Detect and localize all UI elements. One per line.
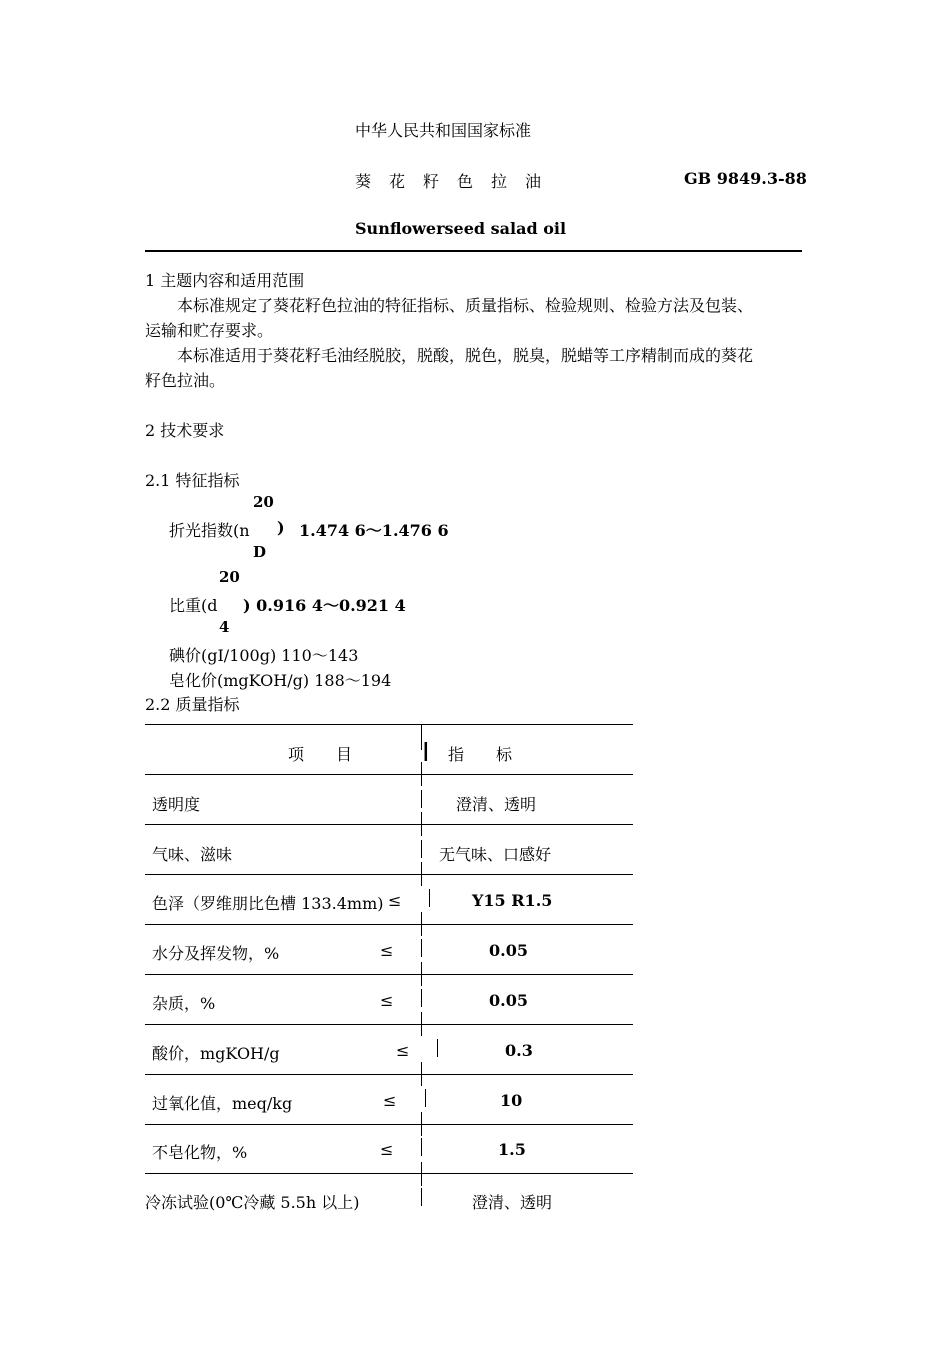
table-row-value: 1.5: [498, 1140, 526, 1159]
document-title-en: Sunflowerseed salad oil: [355, 219, 567, 238]
saponification-value: 皂化价(mgKOH/g) 188～194: [169, 671, 392, 690]
iodine-value: 碘价(gI/100g) 110～143: [169, 646, 359, 665]
document-title-cn: 葵 花 籽 色 拉 油: [355, 172, 543, 191]
table-rule: [437, 1039, 438, 1057]
table-rule: [421, 762, 422, 786]
table-rule: [145, 974, 633, 975]
less-equal-sign: ≤: [383, 1091, 397, 1110]
header-divider: [145, 250, 802, 252]
density-label: 比重(d: [169, 596, 218, 615]
section-1-para2-line1: 本标准适用于葵花籽毛油经脱胶，脱酸，脱色，脱臭，脱蜡等工序精制而成的葵花: [177, 346, 754, 365]
table-rule: [425, 1089, 426, 1107]
table-rule: [421, 812, 422, 836]
table-rule: [145, 774, 633, 775]
refractive-index-subscript: D: [253, 543, 267, 561]
density-value: ) 0.916 4～0.921 4: [243, 596, 406, 615]
section-1-para1-line1: 本标准规定了葵花籽色拉油的特征指标、质量指标、检验规则、检验方法及包装、: [177, 296, 754, 315]
table-row-value: 10: [500, 1091, 523, 1110]
table-rule: [145, 924, 633, 925]
refractive-index-value: 1.474 6～1.476 6: [299, 521, 449, 540]
refractive-index-label-text: 折光指数(n: [169, 521, 250, 540]
table-rule: [421, 1188, 422, 1206]
table-rule: [421, 790, 422, 808]
section-1-heading: 1 主题内容和适用范围: [145, 271, 305, 290]
table-row-item-text: 色泽（罗维朋比色槽 133.4mm): [152, 894, 384, 913]
table-row-item: 冷冻试验(0℃冷藏 5.5h 以上): [145, 1193, 360, 1212]
table-rule: [145, 1024, 633, 1025]
table-row-item: 过氧化值，meq/kg: [152, 1094, 293, 1113]
table-row-item-text: 酸价，mgKOH/g: [152, 1044, 280, 1063]
table-rule: [421, 1112, 422, 1136]
less-equal-sign: ≤: [396, 1041, 410, 1060]
table-rule: [145, 874, 633, 875]
table-header-divider: ┃: [421, 742, 431, 761]
table-row-value: 0.05: [489, 991, 528, 1010]
standard-code: GB 9849.3-88: [684, 169, 807, 188]
table-rule: [421, 862, 422, 886]
density-superscript: 20: [219, 568, 240, 586]
table-rule: [145, 1173, 633, 1174]
table-row-value: 澄清、透明: [472, 1193, 553, 1212]
table-row-item: 杂质，%: [152, 994, 216, 1013]
less-equal-sign: ≤: [380, 941, 394, 960]
table-header-index: 指 标: [448, 745, 513, 764]
section-2-1-heading: 2.1 特征指标: [145, 471, 240, 490]
table-rule: [421, 939, 422, 957]
section-2-2-heading: 2.2 质量指标: [145, 695, 240, 714]
table-rule: [421, 962, 422, 986]
table-rule: [421, 1062, 422, 1086]
section-1-para1-line2: 运输和贮存要求。: [145, 321, 274, 340]
table-row-value: 无气味、口感好: [439, 845, 552, 864]
table-row-item: 透明度: [152, 795, 201, 814]
less-equal-sign: ≤: [380, 1140, 394, 1159]
table-rule: [145, 1074, 633, 1075]
table-row-item: 水分及挥发物，%: [152, 944, 280, 963]
table-rule: [421, 1162, 422, 1186]
table-rule: [429, 889, 430, 907]
refractive-index-superscript: 20: [253, 493, 274, 511]
refractive-index-label: [169, 518, 250, 541]
table-row-item: [152, 891, 383, 914]
table-header-item: 项 目: [288, 745, 353, 764]
section-2-heading: 2 技术要求: [145, 421, 225, 440]
density-subscript: 4: [219, 618, 230, 636]
less-equal-sign: ≤: [380, 991, 394, 1010]
table-rule: [421, 989, 422, 1007]
table-row-value: 0.3: [505, 1041, 533, 1060]
table-rule: [421, 840, 422, 858]
section-1-para2-line2: 籽色拉油。: [145, 371, 226, 390]
table-rule: [145, 824, 633, 825]
national-standard-label: 中华人民共和国国家标准: [355, 121, 532, 140]
table-rule: [421, 1012, 422, 1036]
table-row-item: [152, 1041, 280, 1064]
table-rule: [421, 912, 422, 936]
table-row-value: Y15 R1.5: [472, 891, 553, 910]
refractive-index-paren: ): [277, 518, 285, 537]
table-row-item: 不皂化物，%: [152, 1143, 248, 1162]
less-equal-sign: ≤: [388, 891, 402, 910]
table-row-value: 澄清、透明: [456, 795, 537, 814]
table-row-value: 0.05: [489, 941, 528, 960]
table-rule: [421, 1138, 422, 1156]
table-rule: [145, 724, 633, 725]
table-row-item: 气味、滋味: [152, 845, 233, 864]
table-rule: [145, 1124, 633, 1125]
